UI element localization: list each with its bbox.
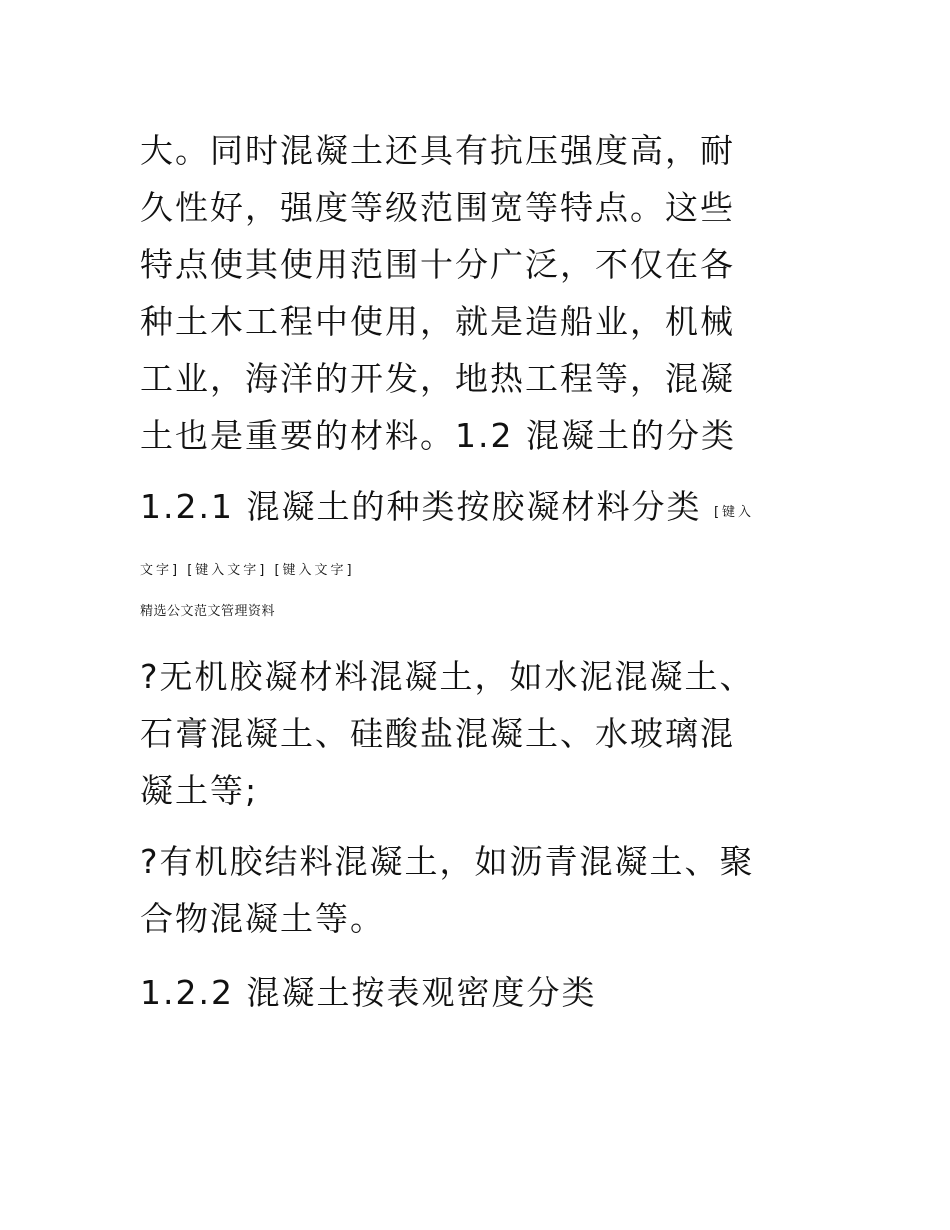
heading-line [140,478,820,543]
bullet-inorganic [140,648,800,819]
heading-text: 1.2.2 混凝土按表观密度分类 [140,973,597,1012]
bullet-line: 凝土等; [140,771,259,810]
placeholder-line: 文字] [键入文字] [键入文字] [140,563,355,578]
bullet-line: ?有机胶结料混凝土，如沥青混凝土、聚 [140,842,755,881]
heading-text: 1.2.1 混凝土的种类按胶凝材料分类 [140,487,702,526]
paragraph-line: 种土木工程中使用，就是造船业，机械 [140,302,735,341]
paragraph-line: 特点使其使用范围十分广泛，不仅在各 [140,245,735,284]
bullet-line: ?无机胶凝材料混凝土，如水泥混凝土、 [140,657,755,696]
section-heading-1-2-1 [140,478,820,543]
bullet-organic [140,833,820,947]
paragraph-line: 大。同时混凝土还具有抗压强度高，耐 [140,131,735,170]
section-heading-1-2-2 [140,964,800,1021]
paragraph-line: 工业，海洋的开发，地热工程等，混凝 [140,359,735,398]
bullet-line: 合物混凝土等。 [140,899,385,938]
footer-note: 精选公文范文管理资料 [140,604,276,619]
paragraph-line: 土也是重要的材料。1.2 混凝土的分类 [140,416,736,455]
placeholder-start: [键入 [713,505,755,520]
paragraph-line: 久性好，强度等级范围宽等特点。这些 [140,188,735,227]
bullet-line: 石膏混凝土、硅酸盐混凝土、水玻璃混 [140,714,735,753]
body-paragraph [140,122,800,464]
